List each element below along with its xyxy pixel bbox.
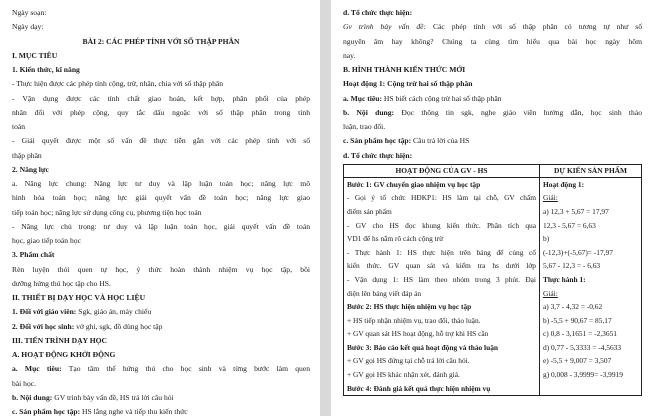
right-page-line-lead: Gv trình bày vấn đề: <box>343 22 427 32</box>
left-page-line: dưỡng hứng thú học tập cho HS. <box>12 278 111 288</box>
right-page-line-rest: HS biết cách cộng trừ hai số thập phân <box>382 93 502 103</box>
table-header-row <box>344 164 642 177</box>
product-line: g) 0,008 - 3,9999= -3,9919 <box>543 370 623 380</box>
left-page-line-rest: HS lắng nghe và tiếp thu kiến thức <box>80 407 188 416</box>
activity-line: diện lên bảng viết đáp án <box>347 288 422 298</box>
right-page-line-rest: Các phép tính với số thập phân có tương tự như số <box>426 22 642 32</box>
right-page-line: luận, trao đổi. <box>343 122 386 131</box>
left-page-line: - Vận dụng được các tính chất giao hoán, kết hợp, phân phối của phép <box>12 93 310 103</box>
left-page-line: toán <box>12 122 26 131</box>
left-page-line: Ngày dạy: <box>12 22 44 32</box>
right-page-line-lead: a. Mục tiêu: <box>343 93 383 103</box>
product-line: Hoạt động 1: <box>543 179 585 189</box>
left-page-line: - Thực hiện được các phép tính cộng, trừ, nhân, chia với số thập phân <box>12 79 224 89</box>
product-line: Giải: <box>543 193 558 203</box>
right-page-line: nay. <box>343 50 356 60</box>
product-line: 5,67 - 12,3 = - 6,63 <box>543 261 601 271</box>
left-page-line-lead: c. Sản phẩm học tập: <box>12 407 81 416</box>
right-page-line: nguyên âm hay không? Chúng ta cùng tìm hiểu qua bài học ngày hôm <box>343 36 642 46</box>
activity-line: - Thực hành 1: HS thực hiện trên bảng để củng cố <box>347 247 536 257</box>
left-page-line <box>12 405 310 416</box>
table-header-expected-product: DỰ KIẾN SẢN PHẨM <box>540 164 642 177</box>
left-page-line: hình hóa toán học; năng lực giải quyết vấn đề toán học; năng lực giao <box>12 193 310 203</box>
product-line: b) <box>543 234 550 244</box>
activity-table <box>343 164 642 397</box>
right-page-line <box>343 106 642 120</box>
activity-line: Bước 2: HS thực hiện nhiệm vụ học tập <box>347 302 472 312</box>
left-page-line-rest: vở ghi, sgk, đồ dùng học tập <box>74 321 163 331</box>
left-page-line <box>12 320 310 334</box>
left-page-line <box>12 305 310 319</box>
table-header-activity: HOẠT ĐỘNG CỦA GV - HS <box>344 164 540 177</box>
activity-line: - Gọi ý tổ chức HĐKP1: HS làm tại chỗ, GV chấm <box>347 193 536 203</box>
activity-line: Bước 1: GV chuyển giao nhiệm vụ học tập <box>347 179 481 189</box>
right-page-line-rest: Đọc thông tin sgk, nghe giáo viên hướng dẫn, học sinh thảo <box>394 107 642 117</box>
left-page-line: Rèn luyện thói quen tự học, ý thức hoàn thành nhiệm vụ học tập, bồi <box>12 264 310 274</box>
left-page-line: bài học. <box>12 378 37 388</box>
product-line: a) 12,3 + 5,67 = 17,97 <box>543 206 609 216</box>
activity-line: + GV gọi HS đứng tại chỗ trả lời câu hỏi. <box>347 356 470 366</box>
activity-line: kiến thức. GV quan sát và kiểm tra hs dưới lớp <box>347 261 536 271</box>
activity-line: + HS tiếp nhận nhiệm vụ, trao đổi, thảo luận. <box>347 315 481 325</box>
left-page-line: BÀI 2: CÁC PHÉP TÍNH VỚI SỐ THẬP PHÂN <box>82 36 240 46</box>
left-page-line: A. HOẠT ĐỘNG KHỞI ĐỘNG <box>12 350 116 359</box>
left-page-line: - Giải quyết được một số vấn đề thực tiễn gắn với các phép tính với số <box>12 136 310 146</box>
right-page-line: Hoạt động 1: Cộng trừ hai số thập phân <box>343 79 473 89</box>
left-page-line: I. MỤC TIÊU <box>12 50 58 60</box>
left-page-line-lead: b. Nội dung: <box>12 392 53 402</box>
left-page-line-lead: a. Mục tiêu: <box>12 364 62 374</box>
left-page-line: II. THIẾT BỊ DẠY HỌC VÀ HỌC LIỆU <box>12 293 146 302</box>
activity-line: + GV quan sát HS hoạt động, hỗ trợ khi HS cần <box>347 329 489 339</box>
product-line <box>543 382 638 396</box>
left-page-line: 2. Năng lực <box>12 164 49 174</box>
right-page-line: d. Tổ chức thực hiện: <box>343 8 413 17</box>
product-line: a) 3,7 - 4,32 = -0,62 <box>543 302 603 312</box>
right-page-line-lead: c. Sản phẩm học tập: <box>343 136 412 146</box>
teacher-student-activities-cell <box>344 177 540 396</box>
left-page-line: nhân đối với phép cộng, quy tắc dấu ngoặc với số thập phân trong tính <box>12 107 310 117</box>
right-page-line <box>343 134 642 148</box>
activity-line: Bước 3: Báo cáo kết quả hoạt động và thảo luận <box>347 342 499 352</box>
activity-line: điểm sản phẩm <box>347 206 392 216</box>
left-page-line: a. Năng lực chung: Năng lực tư duy và lập luận toán học; năng lực mô <box>12 179 310 188</box>
left-page-line-rest: Sgk, giáo án, máy chiếu <box>76 307 152 317</box>
product-line: b) -5,5 + 90,67 = 85,17 <box>543 315 612 325</box>
activity-line: VD1 để hs nắm rõ cách cộng trừ <box>347 234 444 244</box>
left-page-line: - Năng lực chủ trọng: tư duy và lập luận toán học, giải quyết vấn đề toán <box>12 221 310 231</box>
product-line: Thực hành 1: <box>543 274 586 284</box>
right-page-text <box>343 6 642 163</box>
activity-line: Bước 4: Đánh giá kết quả thực hiện nhiệm vụ <box>347 383 491 393</box>
left-page-line: 3. Phẩm chất <box>12 250 55 260</box>
left-page-line <box>12 391 310 405</box>
left-page-line-lead: 1. Đối với giáo viên: <box>12 307 77 317</box>
activity-line: - GV cho HS đọc khung kiến thức. Phân tích qua <box>347 220 536 230</box>
left-page-line: 1. Kiến thức, kĩ năng <box>12 65 80 74</box>
right-page-line <box>343 20 642 34</box>
left-page-line-lead: 2. Đối với học sinh: <box>12 321 75 331</box>
table-row <box>344 177 642 396</box>
right-page-line: d. Tổ chức thực hiện: <box>343 150 413 160</box>
activity-line: - Vận dụng 1: HS làm theo nhóm trong 3 phút. Đại <box>347 274 536 284</box>
left-page-line: thập phân <box>12 150 42 160</box>
right-page-line-rest: Câu trả lời của HS <box>411 136 470 146</box>
product-line: e) -5,5 + 9,007 = 3,507 <box>543 356 612 366</box>
left-page-line <box>12 362 310 376</box>
product-line: d) 0,77 - 5,3333 = -4,5633 <box>543 342 622 352</box>
left-page <box>0 0 320 416</box>
left-page-line-rest: Tạo tâm thế hứng thú cho học sinh và từng bước làm quen <box>61 364 310 374</box>
left-page-line: học, giao tiếp toán học <box>12 236 81 245</box>
right-page <box>331 0 650 416</box>
product-line: Giải: <box>543 288 558 298</box>
right-page-line-lead: b. Nội dung: <box>343 107 395 117</box>
right-page-line <box>343 92 642 106</box>
product-line: 12,3 - 5,67 = 6,63 <box>543 220 596 230</box>
left-page-line: III. TIẾN TRÌNH DẠY HỌC <box>12 335 108 345</box>
product-line: (-12,3)+(-5,67)= -17,97 <box>543 247 613 257</box>
product-line: c) 0,8 - 3,1651 = -2,3651 <box>543 329 617 339</box>
left-page-line: Ngày soạn: <box>12 8 47 17</box>
activity-line: + GV gọi HS khác nhận xét, đánh giá. <box>347 370 460 380</box>
left-page-line: tiếp toán học; năng lực sử dụng công cụ, phương tiện học toán <box>12 207 202 217</box>
left-page-line-rest: GV trình bày vấn đề, HS trả lời câu hỏi <box>52 392 174 402</box>
right-page-line: B. HÌNH THÀNH KIẾN THỨC MỚI <box>343 65 466 74</box>
expected-products-cell <box>540 177 642 396</box>
